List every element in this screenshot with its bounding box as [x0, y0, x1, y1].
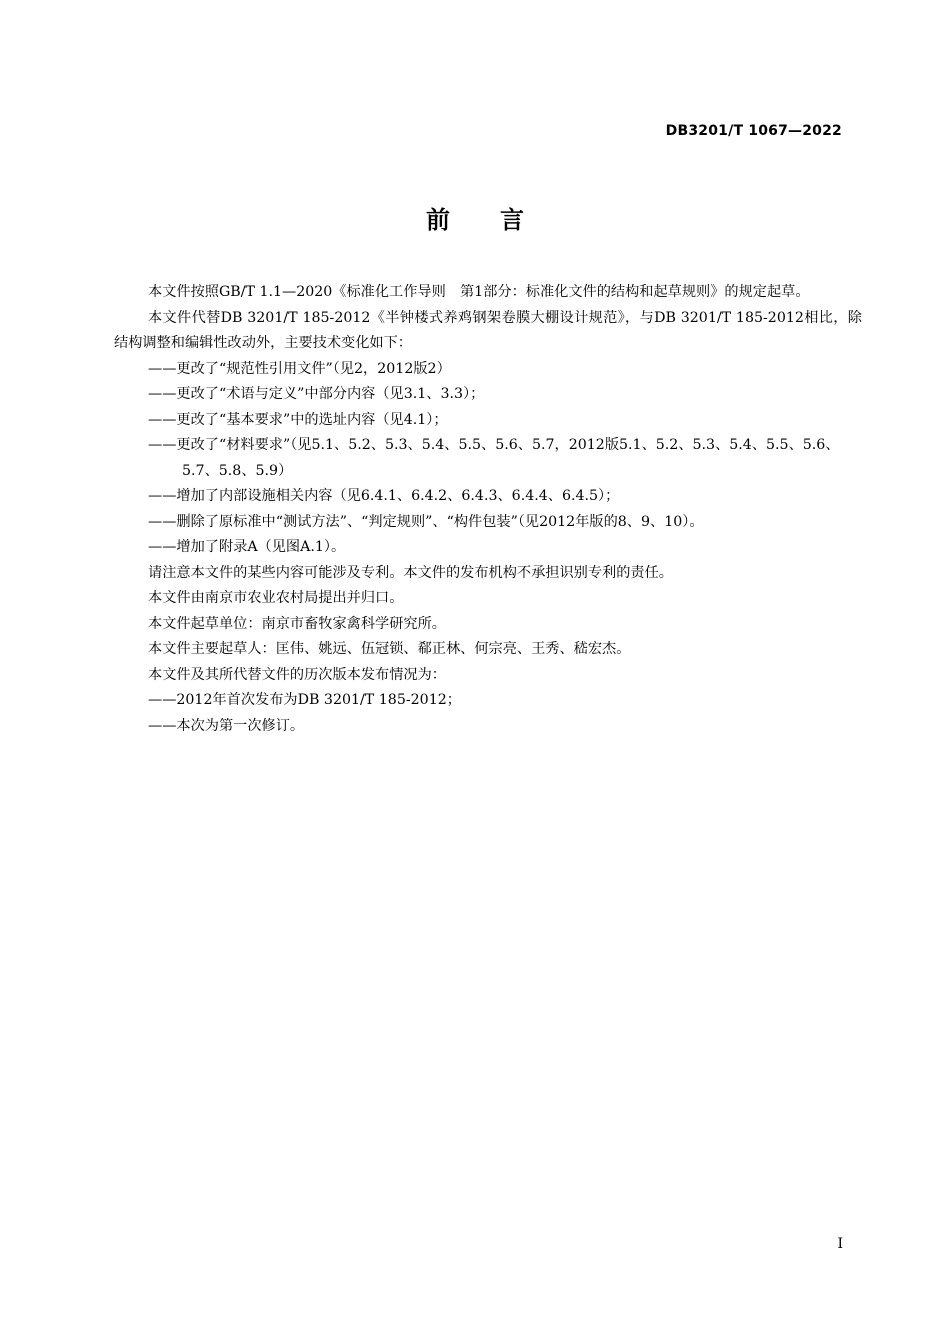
- document-code: DB3201/T 1067—2022: [665, 123, 842, 139]
- page-number: I: [837, 1236, 843, 1252]
- change-item: ——删除了原标准中“测试方法”、“判定规则”、“构件包装”（见2012年版的8、9、10）。: [148, 513, 704, 530]
- paragraph-version-history: 本文件及其所代替文件的历次版本发布情况为：: [148, 666, 446, 683]
- foreword-body: [114, 280, 862, 739]
- page-title: 前言: [426, 206, 574, 234]
- change-item: ——更改了“术语与定义”中部分内容（见3.1、3.3）；: [148, 386, 485, 402]
- change-item: ——更改了“基本要求”中的选址内容（见4.1）；: [148, 411, 448, 428]
- paragraph-drafting-basis: 本文件按照GB/T 1.1—2020《标准化工作导则 第1部分：标准化文件的结构和起草规则》的规定起草。: [148, 284, 810, 300]
- history-item: ——本次为第一次修订。: [148, 717, 305, 734]
- change-item: ——更改了“规范性引用文件”（见2，2012版2）: [148, 360, 451, 377]
- paragraph-patent-notice: 请注意本文件的某些内容可能涉及专利。本文件的发布机构不承担识别专利的责任。: [148, 564, 673, 581]
- paragraph-proposer: 本文件由南京市农业农村局提出并归口。: [148, 590, 404, 606]
- paragraph-replacement: 本文件代替DB 3201/T 185-2012《半钟楼式养鸡钢架卷膜大棚设计规范》，与DB 3201/T 185-2012相比，除结构调整和编辑性改动外，主要技术变化如下：: [114, 309, 862, 351]
- change-item: ——增加了内部设施相关内容（见6.4.1、6.4.2、6.4.3、6.4.4、6.4.5）；: [148, 488, 620, 504]
- change-item: ——增加了附录A（见图A.1）。: [148, 539, 346, 555]
- paragraph-drafting-unit: 本文件起草单位：南京市畜牧家禽科学研究所。: [148, 615, 446, 632]
- paragraph-drafters: 本文件主要起草人：匡伟、姚远、伍冠锁、郗正林、何宗亮、王秀、嵇宏杰。: [148, 641, 631, 657]
- change-item: ——更改了“材料要求”（见5.1、5.2、5.3、5.4、5.5、5.6、5.7，2012版5.1、5.2、5.3、5.4、5.5、5.6、5.7、5.8、5.9）: [148, 437, 840, 479]
- history-item: ——2012年首次发布为DB 3201/T 185-2012；: [148, 692, 461, 708]
